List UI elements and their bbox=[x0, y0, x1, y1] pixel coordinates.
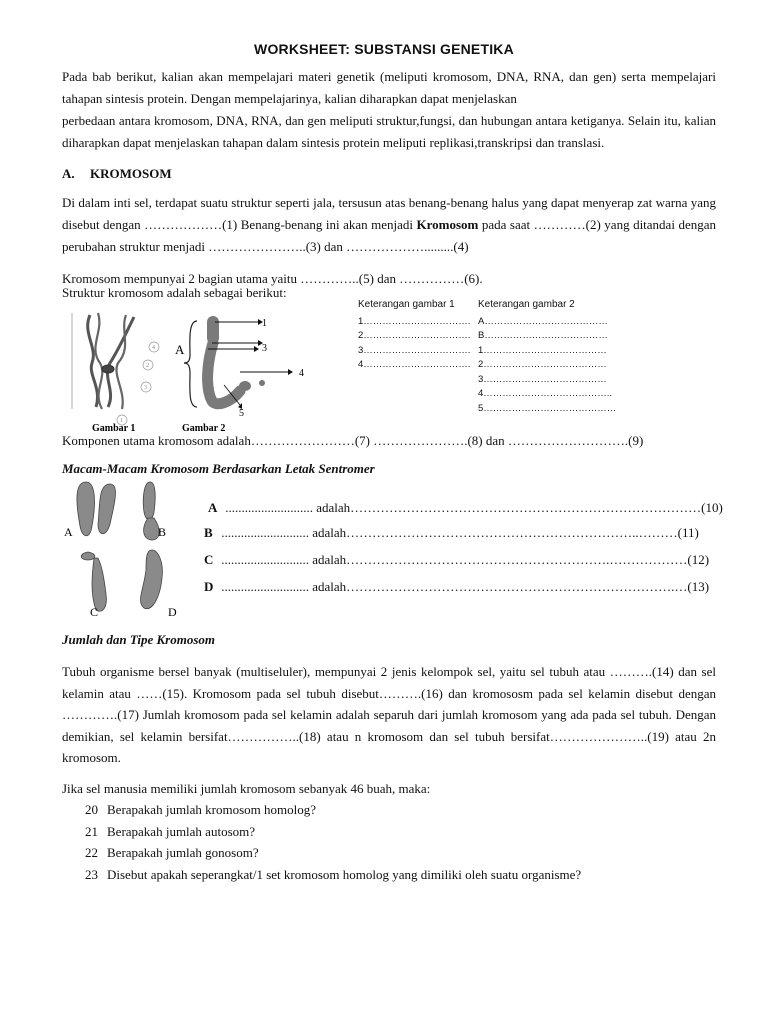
keterangan-2-item: 2………………………………… bbox=[478, 359, 607, 370]
keterangan-1-item: 2……………………………. bbox=[358, 330, 471, 341]
figure-label-a: A bbox=[175, 342, 185, 357]
question-number: 22 bbox=[85, 845, 98, 860]
macam-row-text: ........................... adalah………………………………………………………………….…(13) bbox=[218, 579, 710, 594]
gambar-1-caption: Gambar 1 bbox=[92, 423, 136, 434]
keterangan-1-item: 4……………………………. bbox=[358, 359, 471, 370]
chromosome-types-figure bbox=[62, 478, 190, 622]
keterangan-1-item: 3……………………………. bbox=[358, 344, 471, 356]
intro-text-2: perbedaan antara kromosom, DNA, RNA, dan gen meliputi struktur,fungsi, dan hubungan antara ketiganya. Selain itu, kalian diharapkan dapat menjelaskan tahapan dalam sintesis protein meliputi replikasi,transkripsi dan translasi. bbox=[62, 113, 716, 150]
komponen-line: Komponen utama kromosom adalah……………………(7) ………………….(8) dan ……………………….(9) bbox=[62, 433, 644, 448]
macam-row-letter: A bbox=[208, 500, 218, 515]
question-number: 21 bbox=[85, 823, 98, 839]
question-text: Disebut apakah seperangkat/1 set kromosom homolog yang dimiliki oleh suatu organisme? bbox=[107, 866, 582, 882]
kromosom-text-1: Di dalam inti sel, terdapat suatu struktur seperti jala, tersusun atas benang-benang halus yang dapat menyerap zat warna yang disebut dengan ………………(1) Benang-benang ini akan menjadi bbox=[62, 195, 716, 232]
type-label-b: B bbox=[158, 525, 167, 539]
question-item bbox=[85, 864, 581, 886]
kromosom-text-2: pada saat …………(2) yang ditandai dengan perubahan struktur menjadi …………………..(3) dan ……………….........(4) bbox=[62, 217, 716, 254]
chromatid-drawing bbox=[207, 316, 265, 404]
question-list bbox=[85, 799, 581, 885]
keterangan-1-item: 1……………………………. bbox=[358, 315, 471, 327]
figure-label-3: 3 bbox=[262, 343, 267, 354]
macam-row-text: ........................... adalah…………………………………………………………..………(11) bbox=[218, 525, 699, 540]
kromosom-paragraph bbox=[62, 192, 716, 258]
section-a-title: KROMOSOM bbox=[90, 166, 172, 181]
question-text: Berapakah jumlah gonosom? bbox=[107, 845, 259, 860]
macam-row-text: ........................... adalah…………………………………………………….………………(12) bbox=[218, 552, 710, 567]
circle-label-1: 1 bbox=[120, 418, 123, 424]
jika-line: Jika sel manusia memiliki jumlah kromosom sebanyak 46 buah, maka: bbox=[62, 781, 431, 796]
keterangan-gambar-2 bbox=[478, 298, 616, 416]
macam-row-a bbox=[208, 500, 723, 516]
page-title: WORKSHEET: SUBSTANSI GENETIKA bbox=[254, 41, 514, 57]
circle-label-3: 3 bbox=[144, 385, 147, 391]
intro-paragraph bbox=[62, 66, 716, 154]
question-number: 20 bbox=[85, 802, 98, 817]
macam-row-b bbox=[204, 525, 699, 541]
jumlah-heading: Jumlah dan Tipe Kromosom bbox=[62, 632, 216, 647]
gambar-2-caption: Gambar 2 bbox=[182, 423, 226, 434]
macam-row-c bbox=[204, 552, 709, 568]
section-a-heading bbox=[62, 166, 172, 182]
keterangan-2-item: 5…………………………………… bbox=[478, 402, 617, 414]
question-item bbox=[85, 821, 581, 843]
keterangan-2-item: A………………………………… bbox=[478, 315, 608, 327]
figure-label-4: 4 bbox=[299, 368, 304, 379]
keterangan-2-item: B………………………………… bbox=[478, 330, 608, 341]
question-number: 23 bbox=[85, 866, 98, 882]
question-item bbox=[85, 842, 581, 864]
keterangan-2-item: 3………………………………… bbox=[478, 373, 607, 385]
question-text: Berapakah jumlah kromosom homolog? bbox=[107, 802, 317, 817]
jumlah-paragraph bbox=[62, 661, 716, 769]
chromosome-x-drawing bbox=[72, 313, 159, 425]
type-label-a: A bbox=[64, 525, 73, 539]
question-item bbox=[85, 799, 581, 821]
kromosom-bold: Kromosom bbox=[416, 217, 479, 232]
macam-row-text: ........................... adalah………………………………………………………………………(10) bbox=[222, 500, 723, 515]
keterangan-2-title: Keterangan gambar 2 bbox=[478, 299, 575, 310]
type-label-c: C bbox=[90, 605, 99, 619]
keterangan-1-title: Keterangan gambar 1 bbox=[358, 299, 455, 310]
struktur-line: Struktur kromosom adalah sebagai berikut: bbox=[62, 285, 287, 300]
circle-label-2: 2 bbox=[146, 363, 149, 369]
figure-label-1: 1 bbox=[262, 318, 267, 329]
bracket bbox=[184, 321, 197, 407]
macam-row-letter: C bbox=[204, 552, 214, 567]
macam-heading: Macam-Macam Kromosom Berdasarkan Letak Sentromer bbox=[62, 461, 375, 476]
figure-label-5: 5 bbox=[239, 408, 244, 419]
type-label-d: D bbox=[168, 605, 177, 619]
macam-row-letter: B bbox=[204, 525, 213, 540]
jumlah-text: Tubuh organisme bersel banyak (multiseluler), mempunyai 2 jenis kelompok sel, yaitu sel tubuh atau ……….(14) dan sel kelamin atau ……(15). Kromosom pada sel tubuh disebut……….(16) dan kromososm pada sel kelamin disebut dengan ………….(17) Jumlah kromosom pada sel kelamin adalah separuh dari jumlah kromosom yang ada pada sel tubuh. Dengan demikian, sel kelamin bersifat……………..(18) atau n kromosom dan sel tubuh bersifat…………………..(19) atau 2n kromosom. bbox=[62, 664, 716, 765]
keterangan-gambar-1 bbox=[358, 298, 470, 373]
kromosom-parts-line: Kromosom mempunyai 2 bagian utama yaitu …………..(5) dan ……………(6). bbox=[62, 271, 483, 286]
section-a-number: A. bbox=[62, 166, 75, 181]
macam-row-letter: D bbox=[204, 579, 214, 594]
circle-label-4: 4 bbox=[152, 345, 155, 351]
intro-text-1: Pada bab berikut, kalian akan mempelajari materi genetik (meliputi kromosom, DNA, RNA, dan gen) serta mempelajari tahapan sintesis protein. Dengan mempelajarinya, kalian diharapkan dapat menjelaskan bbox=[62, 69, 716, 106]
keterangan-2-item: 1………………………………… bbox=[478, 344, 607, 356]
macam-row-d bbox=[204, 579, 709, 595]
kromosom-structure-figure bbox=[62, 303, 322, 435]
question-text: Berapakah jumlah autosom? bbox=[107, 823, 256, 839]
keterangan-2-item: 4………………………………….. bbox=[478, 388, 613, 399]
